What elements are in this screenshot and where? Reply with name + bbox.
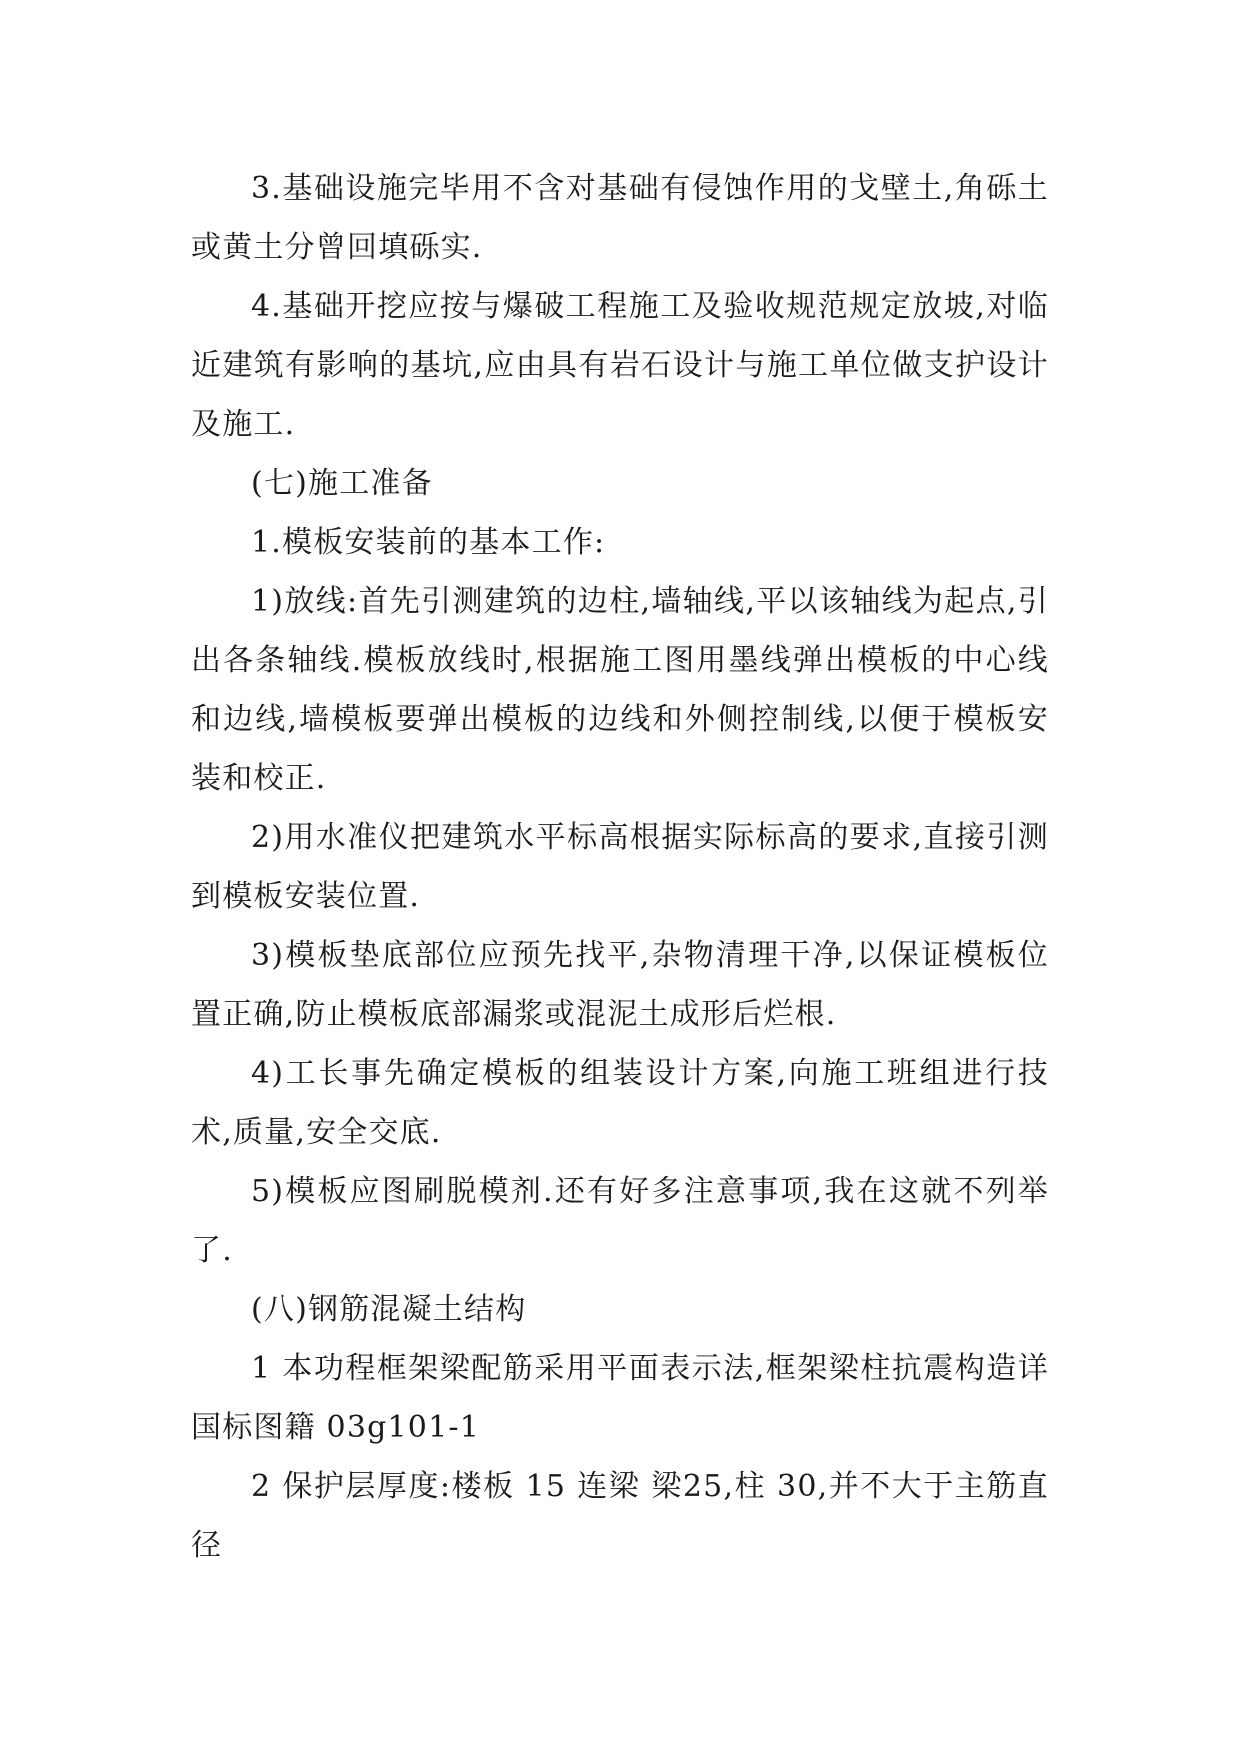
paragraph-cover-thickness: 2 保护层厚度:楼板 15 连梁 梁25,柱 30,并不大于主筋直径: [191, 1469, 1049, 1563]
paragraph-layout-lines: 1)放线:首先引测建筑的边柱,墙轴线,平以该轴线为起点,引出各条轴线.模板放线时,根据施工图用墨线弹出模板的中心线和边线,墙模板要弹出模板的边线和外侧控制线,以便于模板安装和校正.: [191, 584, 1049, 796]
paragraph-formwork-basics: 1.模板安装前的基本工作:: [251, 525, 606, 560]
paragraph-formwork-base: 3)模板垫底部位应预先找平,杂物清理干净,以保证模板位置正确,防止模板底部漏浆或混泥土成形后烂根.: [191, 938, 1049, 1032]
paragraph-assembly-plan: 4)工长事先确定模板的组装设计方案,向施工班组进行技术,质量,安全交底.: [191, 1056, 1049, 1150]
document-body: [191, 159, 1049, 1575]
paragraph-beam-reinforcement: 1 本功程框架梁配筋采用平面表示法,框架梁柱抗震构造详国标图籍 03g101-1: [191, 1351, 1049, 1445]
section-heading-reinforced-concrete: (八)钢筋混凝土结构: [251, 1292, 527, 1327]
section-heading-construction-prep: (七)施工准备: [251, 466, 433, 501]
paragraph-level-measurement: 2)用水准仪把建筑水平标高根据实际标高的要求,直接引测到模板安装位置.: [191, 820, 1049, 914]
paragraph-foundation-excavation: 4.基础开挖应按与爆破工程施工及验收规范规定放坡,对临近建筑有影响的基坑,应由具有岩石设计与施工单位做支护设计及施工.: [191, 289, 1049, 442]
paragraph-foundation-backfill: 3.基础设施完毕用不含对基础有侵蚀作用的戈壁土,角砾土或黄土分曾回填砾实.: [191, 171, 1049, 265]
paragraph-release-agent: 5)模板应图刷脱模剂.还有好多注意事项,我在这就不列举了.: [191, 1174, 1049, 1268]
